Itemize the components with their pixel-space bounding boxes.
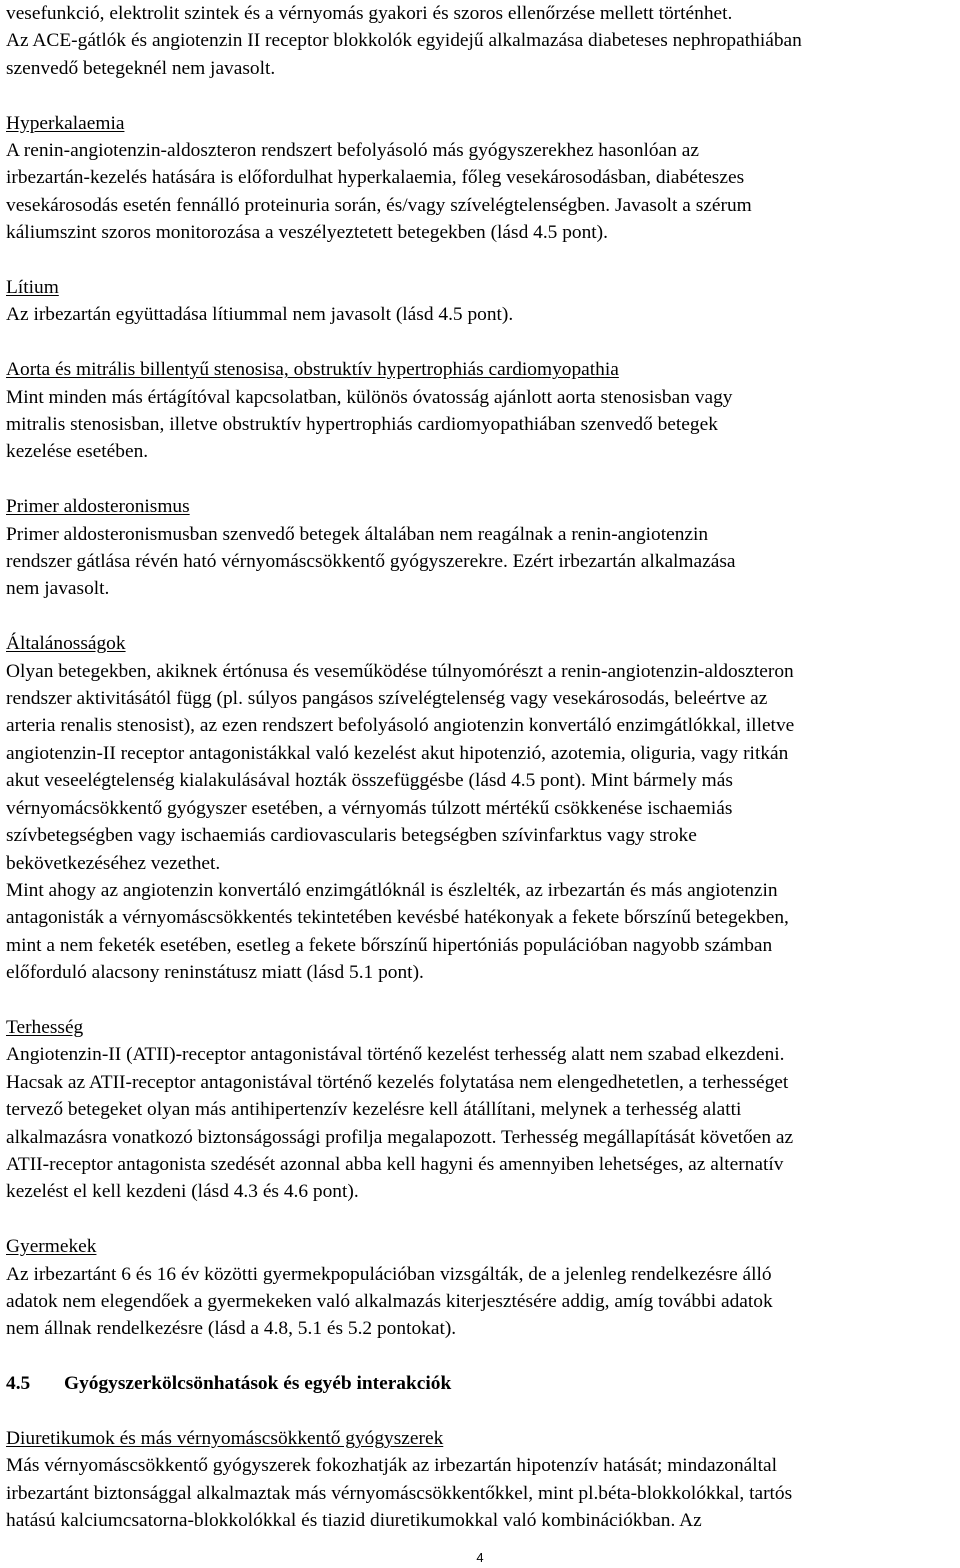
text-line: bekövetkezéséhez vezethet.: [6, 852, 221, 874]
text-line: nem állnak rendelkezésre (lásd a 4.8, 5.1 és 5.2 pontokat).: [6, 1318, 457, 1340]
section-altalanossagok: [6, 630, 956, 986]
text-line: szívbetegségben vagy ischaemiás cardiovascularis betegségben szívinfarktus vagy stroke: [6, 825, 697, 847]
text-line: hatású kalciumcsatorna-blokkolókkal és tiazid diuretikumokkal való kombinációkban. Az: [6, 1510, 702, 1532]
section-heading-aorta: Aorta és mitrális billentyű stenosisa, obstruktív hypertrophiás cardiomyopathia: [6, 359, 619, 381]
text-line: ATII-receptor antagonista szedését azonnal abba kell hagyni és amennyiben lehetséges, az alternatív: [6, 1153, 784, 1175]
section-heading-diuretikumok: Diuretikumok és más vérnyomáscsökkentő gyógyszerek: [6, 1427, 444, 1449]
text-line: tervező betegeket olyan más antihipertenzív kezelésre kell átállítani, melynek a terhesség alatti: [6, 1099, 742, 1121]
section-aorta: [6, 356, 956, 466]
text-line: adatok nem elegendőek a gyermekeken való alkalmazás kiterjesztésére addig, amíg további adatok: [6, 1290, 773, 1312]
text-line: rendszer gátlása révén ható vérnyomáscsökkentő gyógyszerekre. Ezért irbezartán alkalmazása: [6, 551, 736, 573]
section-primer-aldosteronismus: [6, 493, 956, 603]
section-heading-gyermekek: Gyermekek: [6, 1236, 97, 1258]
text-line: nem javasolt.: [6, 578, 110, 600]
document-page: [6, 0, 956, 1535]
text-line: alkalmazásra vonatkozó biztonságossági profilja megalapozott. Terhesség megállapítását követően az: [6, 1126, 794, 1148]
text-line: Más vérnyomáscsökkentő gyógyszerek fokozhatják az irbezartán hipotenzív hatását; mindazonáltal: [6, 1455, 778, 1477]
text-line: Az irbezartán együttadása lítiummal nem javasolt (lásd 4.5 pont).: [6, 304, 514, 326]
text-line: szenvedő betegeknél nem javasolt.: [6, 57, 276, 79]
section-litium: [6, 274, 956, 329]
text-line: rendszer aktivitásától függ (pl. súlyos pangásos szívelégtelenség vagy vesekárosodás, beleértve az: [6, 688, 768, 710]
text-line: vesefunkció, elektrolit szintek és a vérnyomás gyakori és szoros ellenőrzése mellett történhet.: [6, 3, 733, 24]
text-line: mint a nem feketék esetében, esetleg a fekete bőrszínű hipertóniás populációban nagyobb számban: [6, 934, 773, 956]
text-line: Angiotenzin-II (ATII)-receptor antagonistával történő kezelést terhesség alatt nem szabad elkezdeni.: [6, 1044, 785, 1066]
text-line: kezelést el kell kezdeni (lásd 4.3 és 4.6 pont).: [6, 1181, 359, 1203]
section-number: 4.5: [6, 1373, 31, 1395]
section-heading-4-5: [6, 1370, 956, 1397]
text-line: mitralis stenosisban, illetve obstruktív hypertrophiás cardiomyopathiában szenvedő betegek: [6, 414, 718, 436]
section-heading-altalanossagok: Általánosságok: [6, 633, 126, 655]
text-line: irbezartánt biztonsággal alkalmaztak más vérnyomáscsökkentőkkel, mint pl.béta-blokkolókkal, tartós: [6, 1482, 793, 1504]
text-line: Mint ahogy az angiotenzin konvertáló enzimgátlóknál is észlelték, az irbezartán és más angiotenzin: [6, 879, 778, 901]
text-line: akut veseelégtelenség kialakulásával hozták összefüggésbe (lásd 4.5 pont). Mint bármely más: [6, 770, 733, 792]
text-line: Mint minden más értágítóval kapcsolatban, különös óvatosság ajánlott aorta stenosisban vagy: [6, 386, 733, 408]
page-number: 4: [476, 1550, 484, 1565]
text-line: arteria renalis stenosist), az ezen rendszert befolyásoló angiotenzin konvertáló enzimgátlókkal, illetve: [6, 715, 795, 737]
section-heading-litium: Lítium: [6, 277, 59, 299]
text-line: Az ACE-gátlók és angiotenzin II receptor blokkolók egyidejű alkalmazása diabeteses nephropathiában: [6, 30, 802, 52]
section-heading-terhesseg: Terhesség: [6, 1016, 84, 1038]
text-line: irbezartán-kezelés hatására is előfordulhat hyperkalaemia, főleg vesekárosodásban, diabéteszes: [6, 167, 745, 189]
text-line: Olyan betegekben, akiknek értónusa és veseműködése túlnyomórészt a renin-angiotenzin-aldoszteron: [6, 660, 794, 682]
section-title: Gyógyszerkölcsönhatások és egyéb interakciók: [64, 1373, 452, 1395]
text-line: angiotenzin-II receptor antagonistákkal való kezelést akut hipotenzió, azotemia, oliguria, vagy ritkán: [6, 742, 789, 764]
section-heading-hyperkalaemia: Hyperkalaemia: [6, 112, 125, 134]
text-line: Hacsak az ATII-receptor antagonistával történő kezelés folytatása nem elengedhetetlen, a terhességet: [6, 1071, 789, 1093]
text-line: antagonisták a vérnyomáscsökkentés tekintetében kevésbé hatékonyak a fekete bőrszínű betegekben,: [6, 907, 789, 929]
intro-paragraph: [6, 0, 956, 82]
section-diuretikumok: [6, 1425, 956, 1535]
text-line: kezelése esetében.: [6, 441, 149, 463]
text-line: káliumszint szoros monitorozása a veszélyeztetett betegekben (lásd 4.5 pont).: [6, 222, 608, 244]
section-gyermekek: [6, 1233, 956, 1343]
text-line: vérnyomácsökkentő gyógyszer esetében, a vérnyomás túlzott mértékű csökkenése ischaemiás: [6, 797, 733, 819]
section-hyperkalaemia: [6, 110, 956, 247]
text-line: vesekárosodás esetén fennálló proteinuria során, és/vagy szívelégtelenségben. Javasolt a szérum: [6, 194, 752, 216]
text-line: Az irbezartánt 6 és 16 év közötti gyermekpopulációban vizsgálták, de a jelenleg rendelkezésre álló: [6, 1263, 772, 1285]
text-line: Primer aldosteronismusban szenvedő betegek általában nem reagálnak a renin-angiotenzin: [6, 523, 709, 545]
text-line: előforduló alacsony reninstátusz miatt (lásd 5.1 pont).: [6, 962, 424, 984]
text-line: A renin-angiotenzin-aldoszteron rendszert befolyásoló más gyógyszerekhez hasonlóan az: [6, 140, 699, 162]
section-heading-primer: Primer aldosteronismus: [6, 496, 190, 518]
section-terhesseg: [6, 1014, 956, 1206]
